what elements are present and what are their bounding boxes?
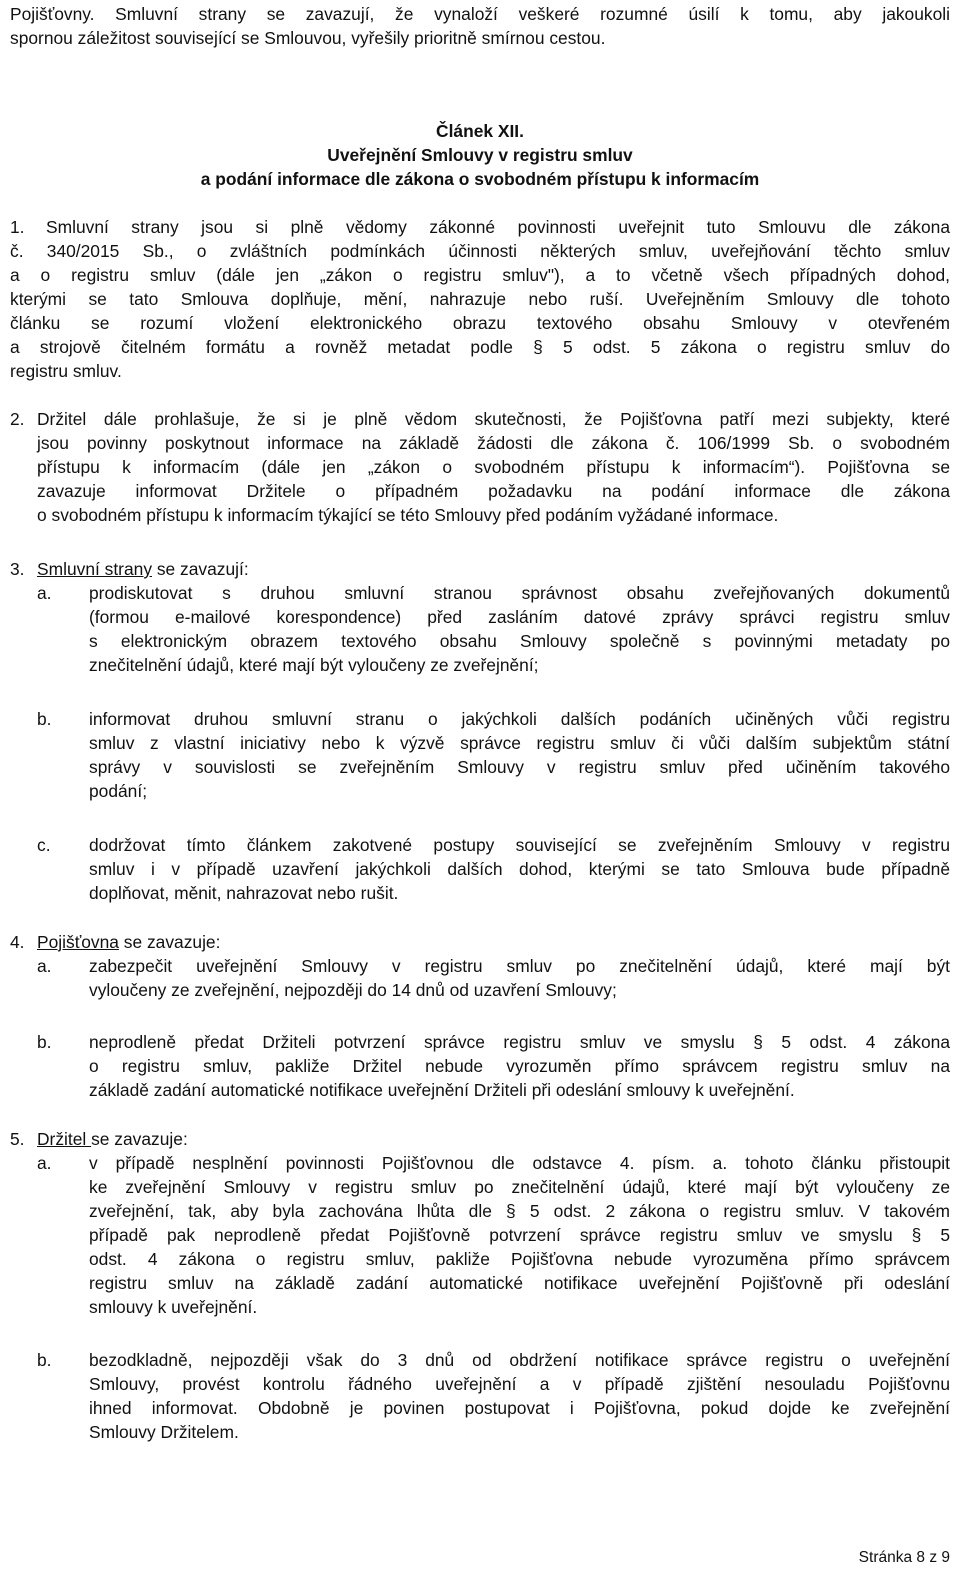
paragraph-line: č. 340/2015 Sb., o zvláštních podmínkách účinnosti některých smluv, uveřejňování těchto smluv (10, 241, 950, 261)
item-line: prodiskutovat s druhou smluvní stranou správnost obsahu zveřejňovaných dokumentů (89, 583, 950, 603)
item-line: s elektronickým obrazem textového obsahu Smlouvy společně s povinnými metadaty po (89, 631, 950, 651)
section-number: 1. (10, 217, 25, 237)
item-line: ke zveřejnění Smlouvy v registru smluv po znečitelnění údajů, které mají být vyloučeny ze (89, 1177, 950, 1197)
section-number: 3. (10, 559, 25, 579)
item-line: Smlouvy, provést kontrolu řádného uveřejnění a v případě zjištění nesouladu Pojišťovnu (89, 1374, 950, 1394)
paragraph-line: o svobodném přístupu k informacím týkající se této Smlouvy před podáním vyžádané informace. (37, 505, 779, 525)
section-subject: Pojišťovna (37, 932, 119, 952)
item-letter: b. (37, 709, 52, 729)
item-letter: b. (37, 1032, 52, 1052)
section-lead-rest: se zavazuje: (91, 1129, 188, 1149)
section-number: 2. (10, 409, 25, 429)
article-title: Uveřejnění Smlouvy v registru smluv (327, 145, 633, 165)
paragraph-line: jsou povinny poskytnout informace na základě žádosti dle zákona č. 106/1999 Sb. o svobodném (37, 433, 950, 453)
item-letter: b. (37, 1350, 52, 1370)
section-lead (37, 1127, 188, 1151)
item-line: registru smluv na základě zadání automatické notifikace uveřejnění Pojišťovně při odeslání (89, 1273, 950, 1293)
article-subtitle: a podání informace dle zákona o svobodném přístupu k informacím (200, 169, 760, 189)
section-subject: Smluvní strany (37, 559, 153, 579)
item-line: dodržovat tímto článkem zakotvené postupy související se zveřejněním Smlouvy v registru (89, 835, 950, 855)
item-line: informovat druhou smluvní stranu o jakýchkoli dalších podáních učiněných vůči registru (89, 709, 950, 729)
section-number: 5. (10, 1129, 25, 1149)
item-line: základě zadání automatické notifikace uveřejnění Držiteli při odeslání smlouvy k uveřejnění. (89, 1080, 795, 1100)
item-line: ihned informovat. Obdobně je povinen postupovat i Pojišťovna, pokud dojde ke zveřejnění (89, 1398, 950, 1418)
item-letter: a. (37, 583, 52, 603)
page-number: Stránka 8 z 9 (858, 1549, 950, 1566)
item-line: zabezpečit uveřejnění Smlouvy v registru smluv po znečitelnění údajů, které mají být (89, 956, 950, 976)
item-line: smluv i v případě uzavření jakýchkoli dalších dohod, kterými se tato Smlouva bude případně (89, 859, 950, 879)
paragraph-line: registru smluv. (10, 361, 122, 381)
item-line: odst. 4 zákona o registru smluv, pakliže Pojišťovna nebude vyrozuměna přímo správcem (89, 1249, 950, 1269)
paragraph-line: Smluvní strany jsou si plně vědomy zákonné povinnosti uveřejnit tuto Smlouvu dle zákona (46, 217, 950, 237)
item-line: vyloučeny ze zveřejnění, nejpozději do 14 dnů od uzavření Smlouvy; (89, 980, 617, 1000)
item-letter: c. (37, 835, 51, 855)
item-line: podání; (89, 781, 148, 801)
paragraph-line: a o registru smluv (dále jen „zákon o registru smluv"), a to včetně všech případných dohod, (10, 265, 950, 285)
item-line: případě pak neprodleně předat Pojišťovně potvrzení správce registru smluv ve smyslu § 5 (89, 1225, 950, 1245)
item-line: správy v souvislosti se zveřejněním Smlouvy v registru smluv před učiněním takového (89, 757, 950, 777)
paragraph-line: zavazuje informovat Držitele o případném požadavku na podání informace dle zákona (37, 481, 950, 501)
paragraph-line: přístupu k informacím (dále jen „zákon o svobodném přístupu k informacím“). Pojišťovna se (37, 457, 950, 477)
item-line: doplňovat, měnit, nahrazovat nebo rušit. (89, 883, 399, 903)
section-lead-rest: se zavazují: (152, 559, 249, 579)
section-number: 4. (10, 932, 25, 952)
item-line: (formou e-mailové korespondence) před zasláním datové zprávy správci registru smluv (89, 607, 950, 627)
paragraph-line: kterými se tato Smlouva doplňuje, mění, nahrazuje nebo ruší. Uveřejněním Smlouvy dle tohoto (10, 289, 950, 309)
item-line: v případě nesplnění povinnosti Pojišťovnou dle odstavce 4. písm. a. tohoto článku přistoupit (89, 1153, 950, 1173)
item-line: o registru smluv, pakliže Držitel nebude vyrozuměn přímo správcem registru smluv na (89, 1056, 950, 1076)
article-number: Článek XII. (436, 121, 524, 141)
item-line: smluv z vlastní iniciativy nebo k výzvě správce registru smluv či vůči dalším subjektům státní (89, 733, 950, 753)
section-lead (37, 557, 249, 581)
intro-line: Pojišťovny. Smluvní strany se zavazují, že vynaloží veškeré rozumné úsilí k tomu, aby jakoukoli (10, 4, 950, 24)
item-line: bezodkladně, nejpozději však do 3 dnů od obdržení notifikace správce registru o uveřejnění (89, 1350, 950, 1370)
item-line: neprodleně předat Držiteli potvrzení správce registru smluv ve smyslu § 5 odst. 4 zákona (89, 1032, 950, 1052)
section-lead (37, 930, 220, 954)
item-line: znečitelnění údajů, které mají být vyloučeny ze zveřejnění; (89, 655, 539, 675)
section-subject: Držitel (37, 1129, 92, 1149)
item-letter: a. (37, 956, 52, 976)
paragraph-line: článku se rozumí vložení elektronického obrazu textového obsahu Smlouvy v otevřeném (10, 313, 950, 333)
item-line: smlouvy k uveřejnění. (89, 1297, 258, 1317)
section-lead-rest: se zavazuje: (118, 932, 221, 952)
paragraph-line: Držitel dále prohlašuje, že si je plně vědom skutečnosti, že Pojišťovna patří mezi subjekty, které (37, 409, 950, 429)
item-letter: a. (37, 1153, 52, 1173)
paragraph-line: a strojově čitelném formátu a rovněž metadat podle § 5 odst. 5 zákona o registru smluv do (10, 337, 950, 357)
item-line: zveřejnění, tak, aby byla zachována lhůta dle § 5 odst. 2 zákona o registru smluv. V takovém (89, 1201, 950, 1221)
item-line: Smlouvy Držitelem. (89, 1422, 239, 1442)
intro-line: spornou záležitost související se Smlouvou, vyřešily prioritně smírnou cestou. (10, 28, 606, 48)
